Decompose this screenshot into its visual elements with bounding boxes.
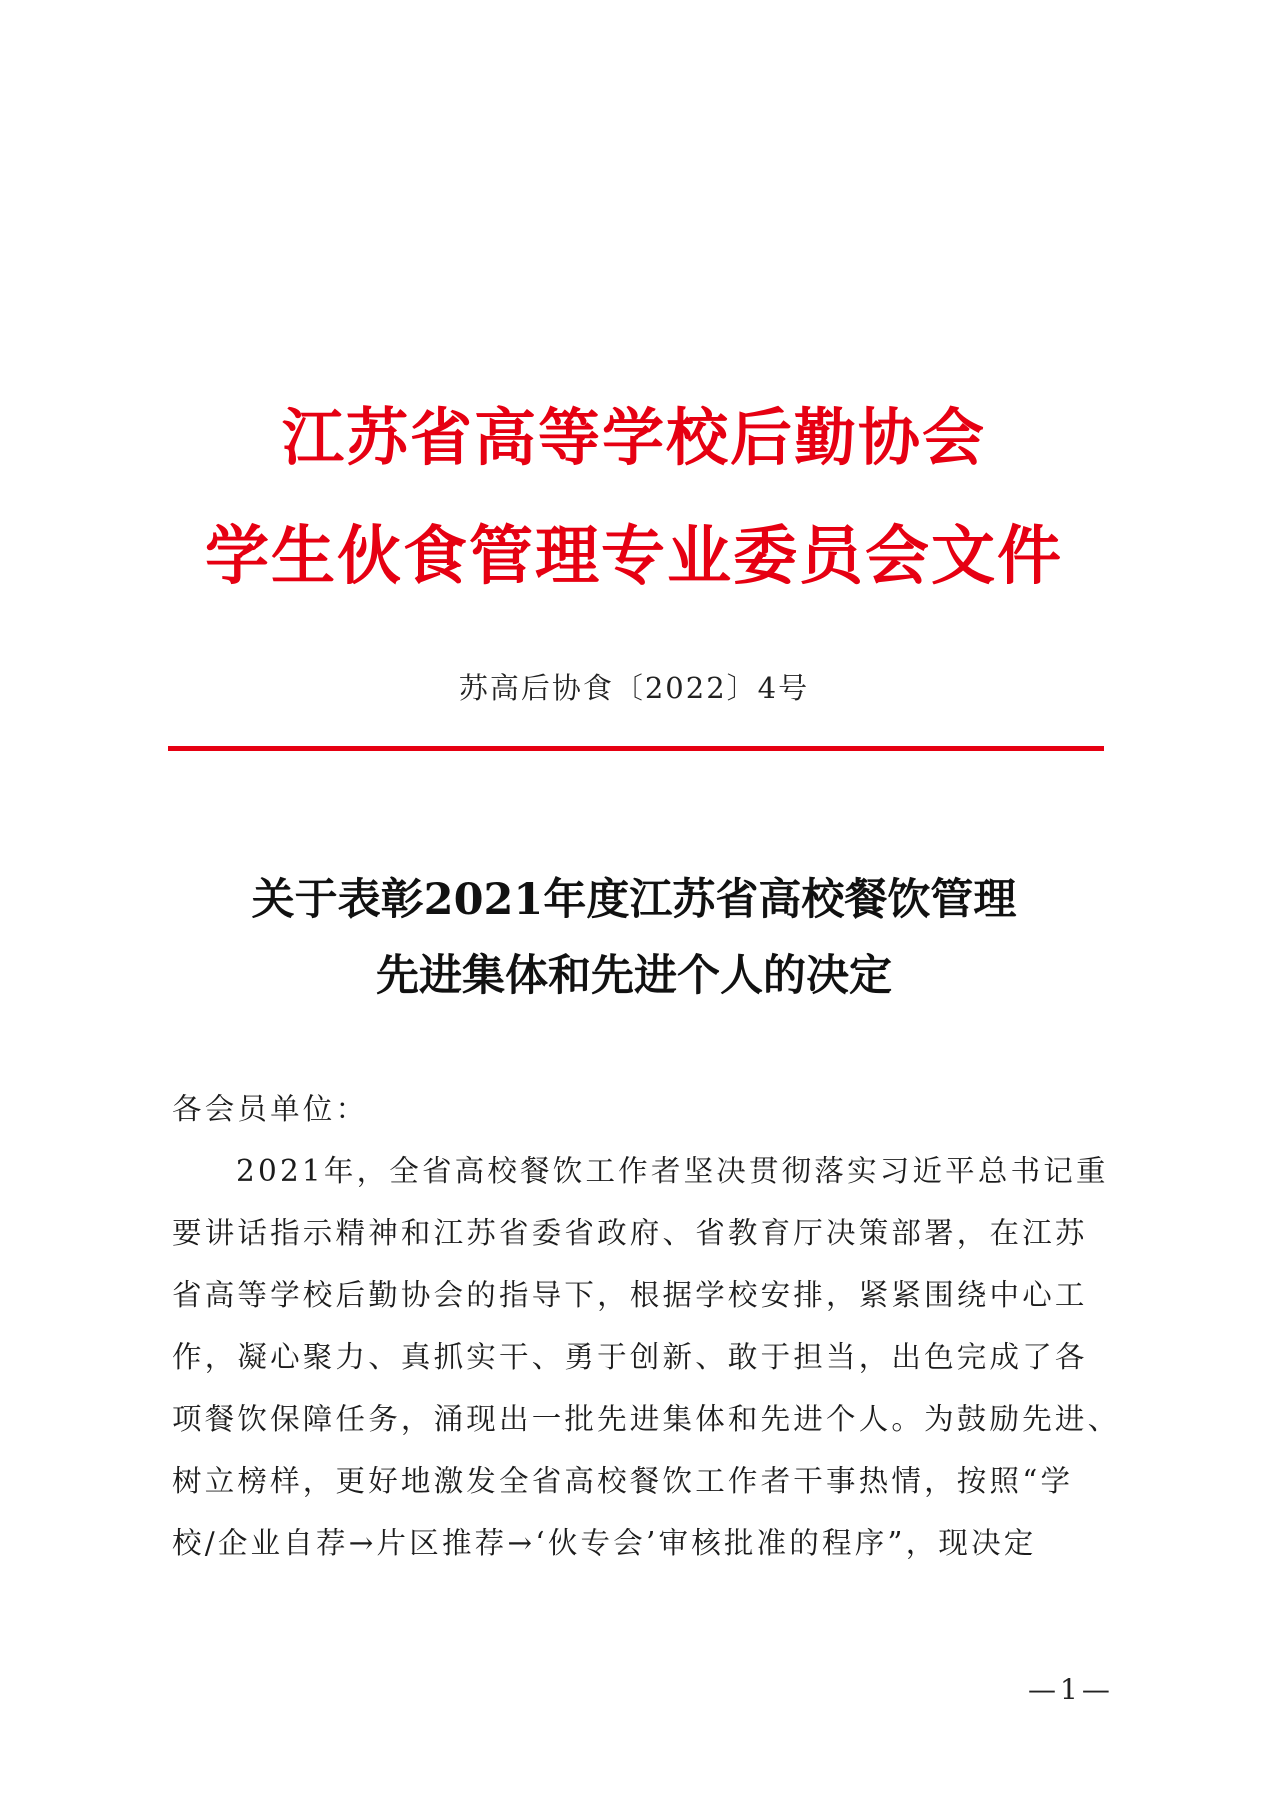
red-divider-rule <box>168 746 1104 751</box>
org-header-line-2: 学生伙食管理专业委员会文件 <box>205 519 1063 594</box>
page-number: —1— <box>1028 1673 1114 1706</box>
paragraph-line: 树立榜样，更好地激发全省高校餐饮工作者干事热情，按照“学 <box>172 1464 1074 1498</box>
paragraph-line: 作，凝心聚力、真抓实干、勇于创新、敢于担当，出色完成了各 <box>172 1340 1088 1374</box>
paragraph-line: 2021年，全省高校餐饮工作者坚决贯彻落实习近平总书记重 <box>236 1154 1109 1188</box>
salutation: 各会员单位： <box>172 1092 369 1126</box>
paragraph-line: 要讲话指示精神和江苏省委省政府、省教育厅决策部署，在江苏 <box>172 1216 1088 1250</box>
paragraph-line: 校/企业自荐→片区推荐→‘伙专会’审核批准的程序”，现决定 <box>172 1526 1037 1560</box>
paragraph-line: 项餐饮保障任务，涌现出一批先进集体和先进个人。为鼓励先进、 <box>172 1402 1121 1436</box>
paragraph-line: 省高等学校后勤协会的指导下，根据学校安排，紧紧围绕中心工 <box>172 1278 1088 1312</box>
org-header-line-1: 江苏省高等学校后勤协会 <box>281 401 986 474</box>
document-title-line-2: 先进集体和先进个人的决定 <box>376 951 892 1001</box>
document-number: 苏高后协食〔2022〕4号 <box>458 671 810 705</box>
document-title-line-1: 关于表彰2021年度江苏省高校餐饮管理 <box>251 875 1017 925</box>
